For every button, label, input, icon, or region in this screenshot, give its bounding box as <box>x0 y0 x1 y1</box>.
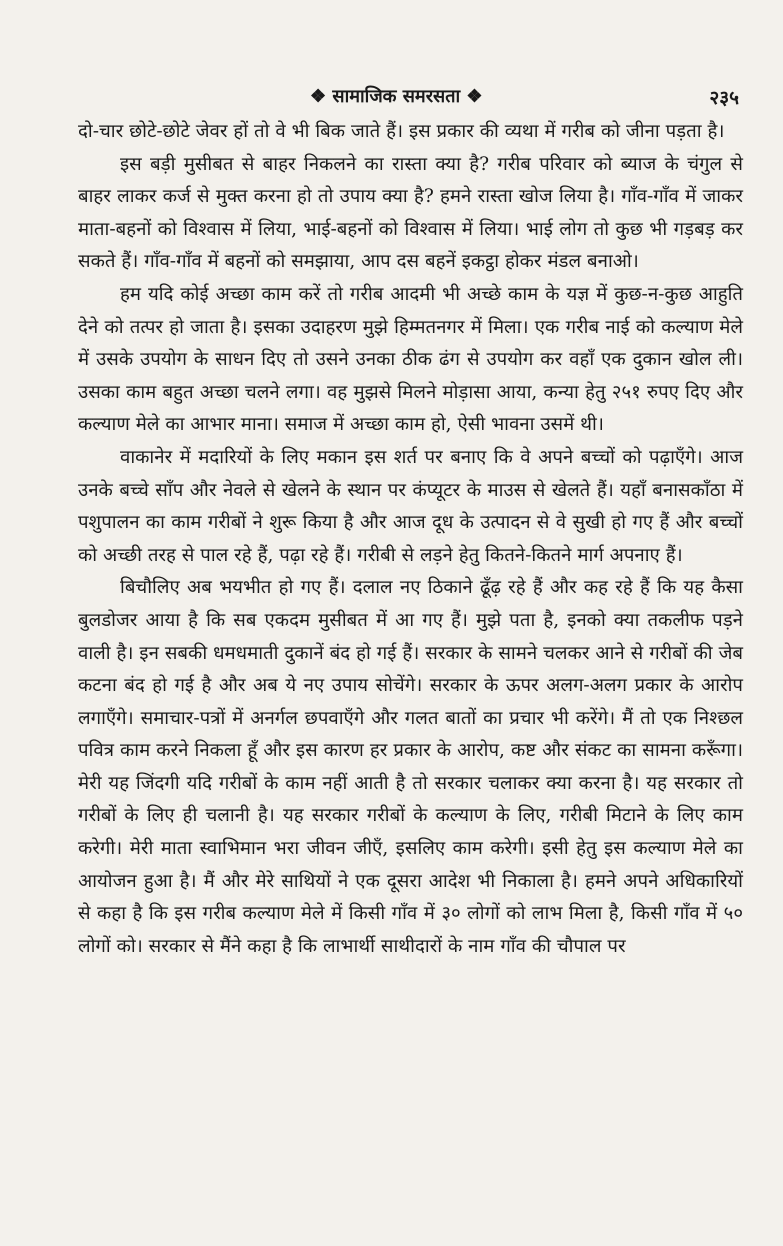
paragraph: हम यदि कोई अच्छा काम करें तो गरीब आदमी भी अच्छे काम के यज्ञ में कुछ-न-कुछ आहुति देने को तत्पर हो जाता है। इसका उदाहरण मुझे हिम्मतनगर में मिला। एक गरीब नाई को कल्याण मेले में उसके उपयोग के साधन दिए तो उसने उनका ठीक ढंग से उपयोग कर वहाँ एक दुकान खोल ली। उसका काम बहुत अच्छा चलने लगा। वह मुझसे मिलने मोड़ासा आया, कन्या हेतु २५१ रुपए दिए और कल्याण मेले का आभार माना। समाज में अच्छा काम हो, ऐसी भावना उसमें थी। <box>78 283 743 436</box>
page-header <box>78 84 743 124</box>
body-text <box>78 116 743 963</box>
paragraph: इस बड़ी मुसीबत से बाहर निकलने का रास्ता क्या है? गरीब परिवार को ब्याज के चंगुल से बाहर लाकर कर्ज से मुक्त करना हो तो उपाय क्या है? हमने रास्ता खोज लिया है। गाँव-गाँव में जाकर माता-बहनों को विश्वास में लिया, भाई-बहनों को विश्वास में लिया। भाई लोग तो कुछ भी गड़बड़ कर सकते हैं। गाँव-गाँव में बहनों को समझाया, आप दस बहनें इकट्ठा होकर मंडल बनाओ। <box>78 153 743 273</box>
paragraph: बिचौलिए अब भयभीत हो गए हैं। दलाल नए ठिकाने ढूँढ़ रहे हैं और कह रहे हैं कि यह कैसा बुलडोजर आया है कि सब एकदम मुसीबत में आ गए हैं। मुझे पता है, इनको क्या तकलीफ पड़ने वाली है। इन सबकी धमधमाती दुकानें बंद हो गई हैं। सरकार के सामने चलकर आने से गरीबों की जेब कटना बंद हो गई है और अब ये नए उपाय सोचेंगे। सरकार के ऊपर अलग-अलग प्रकार के आरोप लगाएँगे। समाचार-पत्रों में अनर्गल छपवाएँगे और गलत बातों का प्रचार भी करेंगे। मैं तो एक निश्छल पवित्र काम करने निकला हूँ और इस कारण हर प्रकार के आरोप, कष्ट और संकट का सामना करूँगा। मेरी यह जिंदगी यदि गरीबों के काम नहीं आती है तो सरकार चलाकर क्या करना है। यह सरकार तो गरीबों के लिए ही चलानी है। यह सरकार गरीबों के कल्याण के लिए, गरीबी मिटाने के लिए काम करेगी। मेरी माता स्वाभिमान भरा जीवन जीएँ, इसलिए काम करेगी। इसी हेतु इस कल्याण मेले का आयोजन हुआ है। मैं और मेरे साथियों ने एक दूसरा आदेश भी निकाला है। हमने अपने अधिकारियों से कहा है कि इस गरीब कल्याण मेले में किसी गाँव में ३० लोगों को लाभ मिला है, किसी गाँव में ५० लोगों को। सरकार से मैंने कहा है कि लाभार्थी साथीदारों के नाम गाँव की चौपाल पर <box>78 577 743 957</box>
page-number: २३५ <box>709 87 739 109</box>
paragraph: दो-चार छोटे-छोटे जेवर हों तो वे भी बिक जाते हैं। इस प्रकार की व्यथा में गरीब को जीना पड़ता है। <box>78 121 725 142</box>
paragraph: वाकानेर में मदारियों के लिए मकान इस शर्त पर बनाए कि वे अपने बच्चों को पढ़ाएँगे। आज उनके बच्चे साँप और नेवले से खेलने के स्थान पर कंप्यूटर के माउस से खेलते हैं। यहाँ बनासकाँठा में पशुपालन का काम गरीबों ने शुरू किया है और आज दूध के उत्पादन से वे सुखी हो गए हैं और बच्चों को अच्छी तरह से पाल रहे हैं, पढ़ा रहे हैं। गरीबी से लड़ने हेतु कितने-कितने मार्ग अपनाए हैं। <box>78 446 743 566</box>
running-header-title: ❖ सामाजिक समरसता ❖ <box>310 86 483 107</box>
